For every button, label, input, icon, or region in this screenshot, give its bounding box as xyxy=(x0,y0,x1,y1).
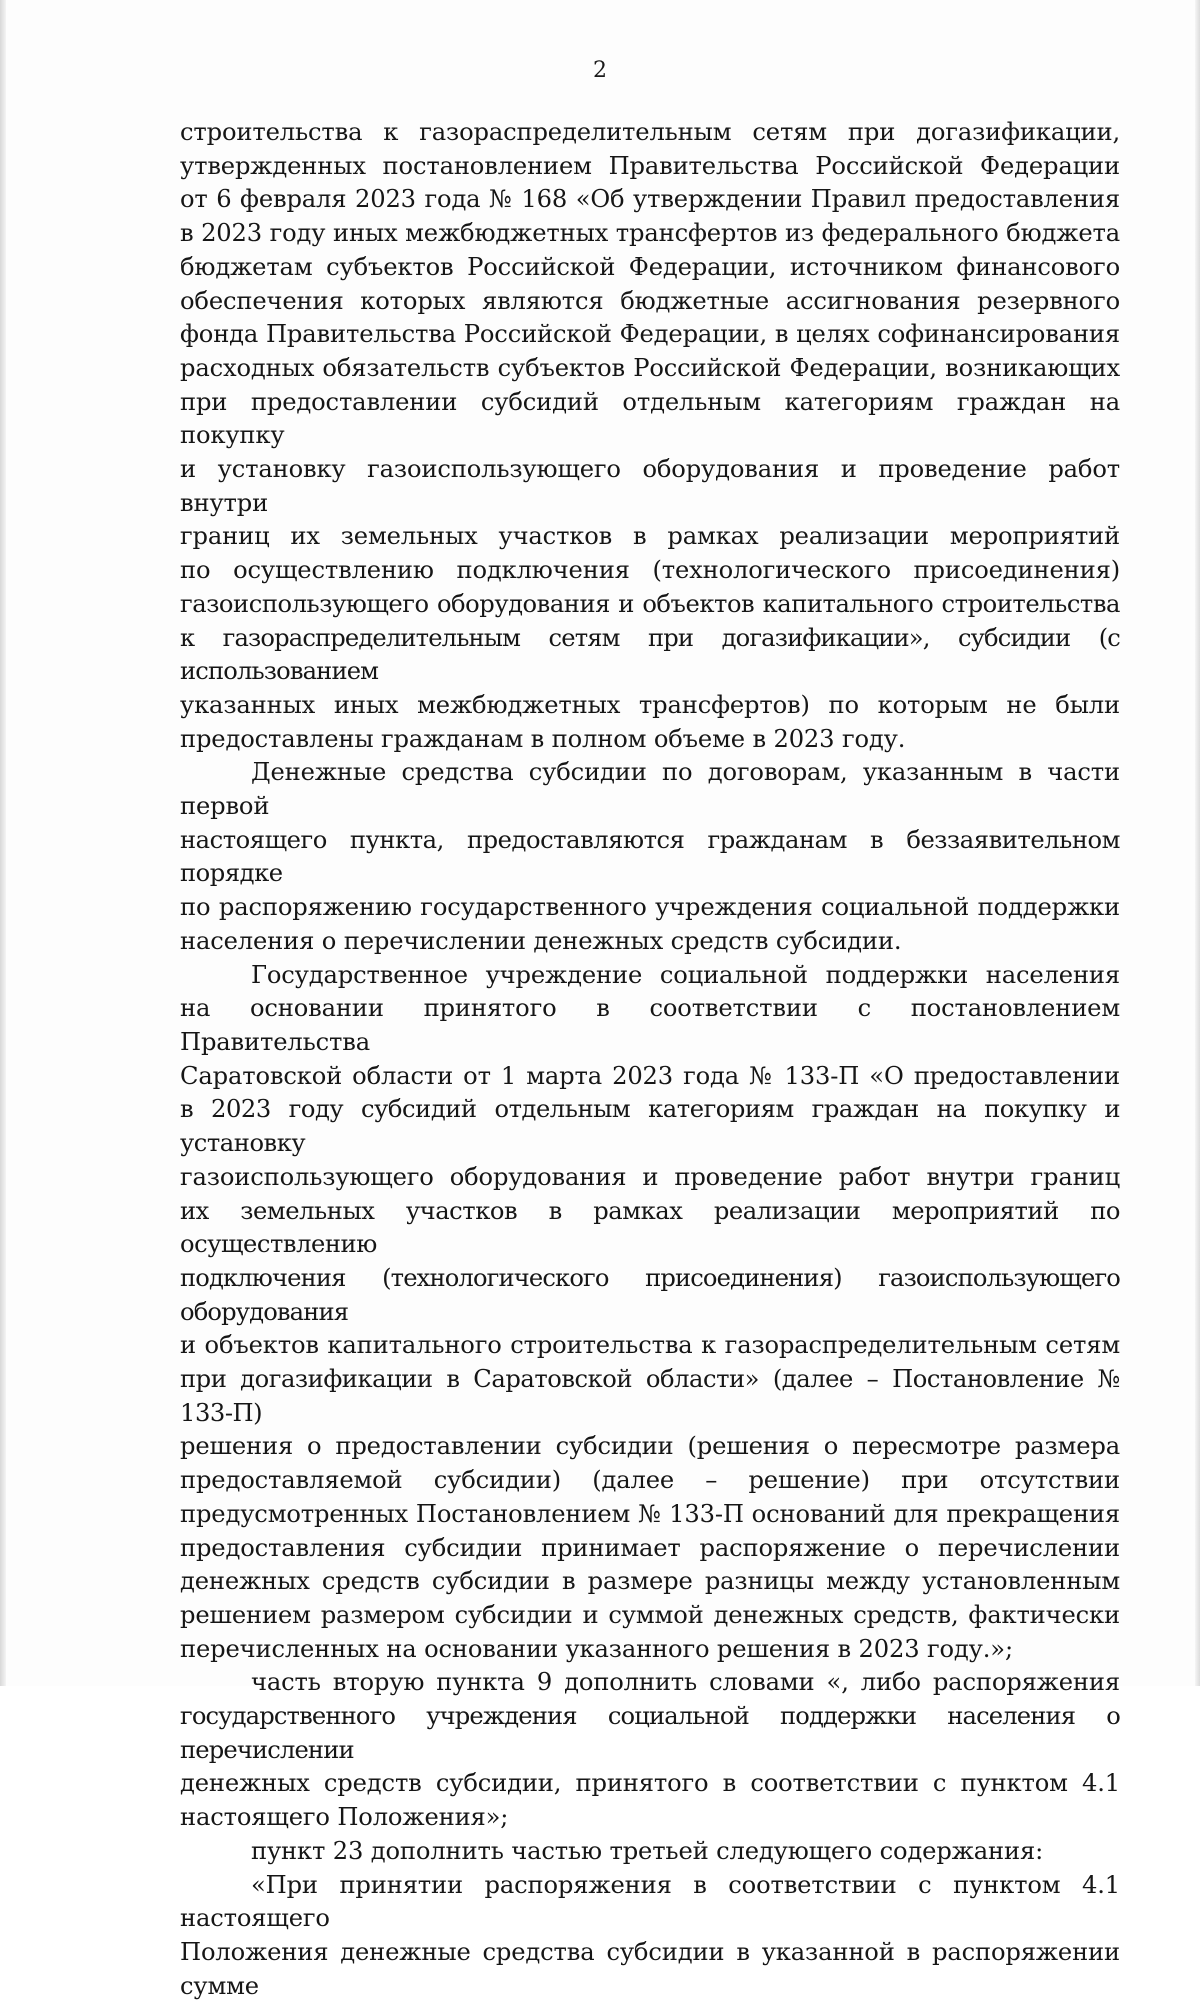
paragraph-line: в 2023 году иных межбюджетных трансфертов из федерального бюджета xyxy=(180,219,1120,248)
paragraph-line: и установку газоиспользующего оборудования и проведение работ внутри xyxy=(180,455,1120,517)
paragraph-line: денежных средств субсидии в размере разницы между установленным xyxy=(180,1567,1120,1596)
paragraph-line: Государственное учреждение социальной поддержки населения xyxy=(251,960,1120,989)
paragraph-line: по осуществлению подключения (технологического присоединения) xyxy=(180,556,1120,585)
paragraph-line: предоставления субсидии принимает распоряжение о перечислении xyxy=(180,1533,1120,1562)
paragraph-line: настоящего пункта, предоставляются гражданам в беззаявительном порядке xyxy=(180,825,1120,888)
paragraph-line: решением размером субсидии и суммой денежных средств, фактически xyxy=(180,1600,1120,1629)
paragraph-line: и объектов капитального строительства к газораспределительным сетям xyxy=(180,1331,1120,1360)
body-text xyxy=(180,116,1120,2003)
page-number: 2 xyxy=(593,58,607,83)
paragraph-line: по распоряжению государственного учреждения социальной поддержки xyxy=(180,893,1120,922)
paragraph-line: при предоставлении субсидий отдельным категориям граждан на покупку xyxy=(180,387,1120,450)
paragraph-line: Саратовской области от 1 марта 2023 года № 133-П «О предоставлении xyxy=(180,1061,1120,1090)
paragraph-line: предоставляемой субсидии) (далее – решение) при отсутствии xyxy=(180,1466,1120,1495)
paragraph-line: утвержденных постановлением Правительства Российской Федерации xyxy=(180,151,1120,180)
paragraph-line: при догазификации в Саратовской области» (далее – Постановление № 133-П) xyxy=(180,1365,1120,1427)
paragraph-line: решения о предоставлении субсидии (решения о пересмотре размера xyxy=(180,1432,1120,1461)
paragraph-line: фонда Правительства Российской Федерации, в целях софинансирования xyxy=(180,320,1120,349)
paragraph-line: от 6 февраля 2023 года № 168 «Об утверждении Правил предоставления xyxy=(180,185,1120,214)
paragraph-line: на основании принятого в соответствии с постановлением Правительства xyxy=(180,994,1120,1056)
paragraph-line: перечисленных на основании указанного решения в 2023 году.»; xyxy=(180,1634,1013,1663)
paragraph-line: указанных иных межбюджетных трансфертов) по которым не были xyxy=(180,690,1120,719)
paragraph-line: предусмотренных Постановлением № 133-П оснований для прекращения xyxy=(180,1499,1120,1528)
paragraph-line: настоящего Положения»; xyxy=(180,1803,509,1832)
paragraph-line: в 2023 году субсидий отдельным категориям граждан на покупку и установку xyxy=(180,1095,1120,1158)
paragraph-line: к газораспределительным сетям при догазификации», субсидии (с использованием xyxy=(180,623,1120,686)
paragraph-line: Положения денежные средства субсидии в указанной в распоряжении сумме xyxy=(180,1937,1120,2000)
paragraph-line: обеспечения которых являются бюджетные ассигнования резервного xyxy=(180,286,1120,315)
paragraph-line: денежных средств субсидии, принятого в соответствии с пунктом 4.1 xyxy=(180,1769,1120,1798)
paragraph-line: пункт 23 дополнить частью третьей следующего содержания: xyxy=(251,1836,1044,1865)
paragraph-line: Денежные средства субсидии по договорам, указанным в части первой xyxy=(180,758,1120,821)
paragraph-line: газоиспользующего оборудования и проведение работ внутри границ xyxy=(180,1162,1120,1191)
paragraph-line: расходных обязательств субъектов Российской Федерации, возникающих xyxy=(180,353,1120,382)
paragraph-line: предоставлены гражданам в полном объеме в 2023 году. xyxy=(180,724,906,753)
scan-edge-left xyxy=(0,0,6,1686)
paragraph-line: газоиспользующего оборудования и объектов капитального строительства xyxy=(180,589,1120,618)
scan-edge-right xyxy=(1195,0,1200,1686)
paragraph-line: их земельных участков в рамках реализации мероприятий по осуществлению xyxy=(180,1196,1120,1259)
paragraph-line: строительства к газораспределительным сетям при догазификации, xyxy=(180,118,1120,146)
paragraph-line: населения о перечислении денежных средств субсидии. xyxy=(180,926,902,955)
paragraph-line: бюджетам субъектов Российской Федерации, источником финансового xyxy=(180,252,1120,281)
paragraph-line: границ их земельных участков в рамках реализации мероприятий xyxy=(180,522,1120,551)
paragraph-line: часть вторую пункта 9 дополнить словами «, либо распоряжения xyxy=(251,1668,1120,1697)
paragraph-line: «При принятии распоряжения в соответствии с пунктом 4.1 настоящего xyxy=(180,1870,1120,1933)
paragraph-line: государственного учреждения социальной поддержки населения о перечислении xyxy=(180,1702,1120,1764)
paragraph-line: подключения (технологического присоединения) газоиспользующего оборудования xyxy=(180,1263,1120,1326)
